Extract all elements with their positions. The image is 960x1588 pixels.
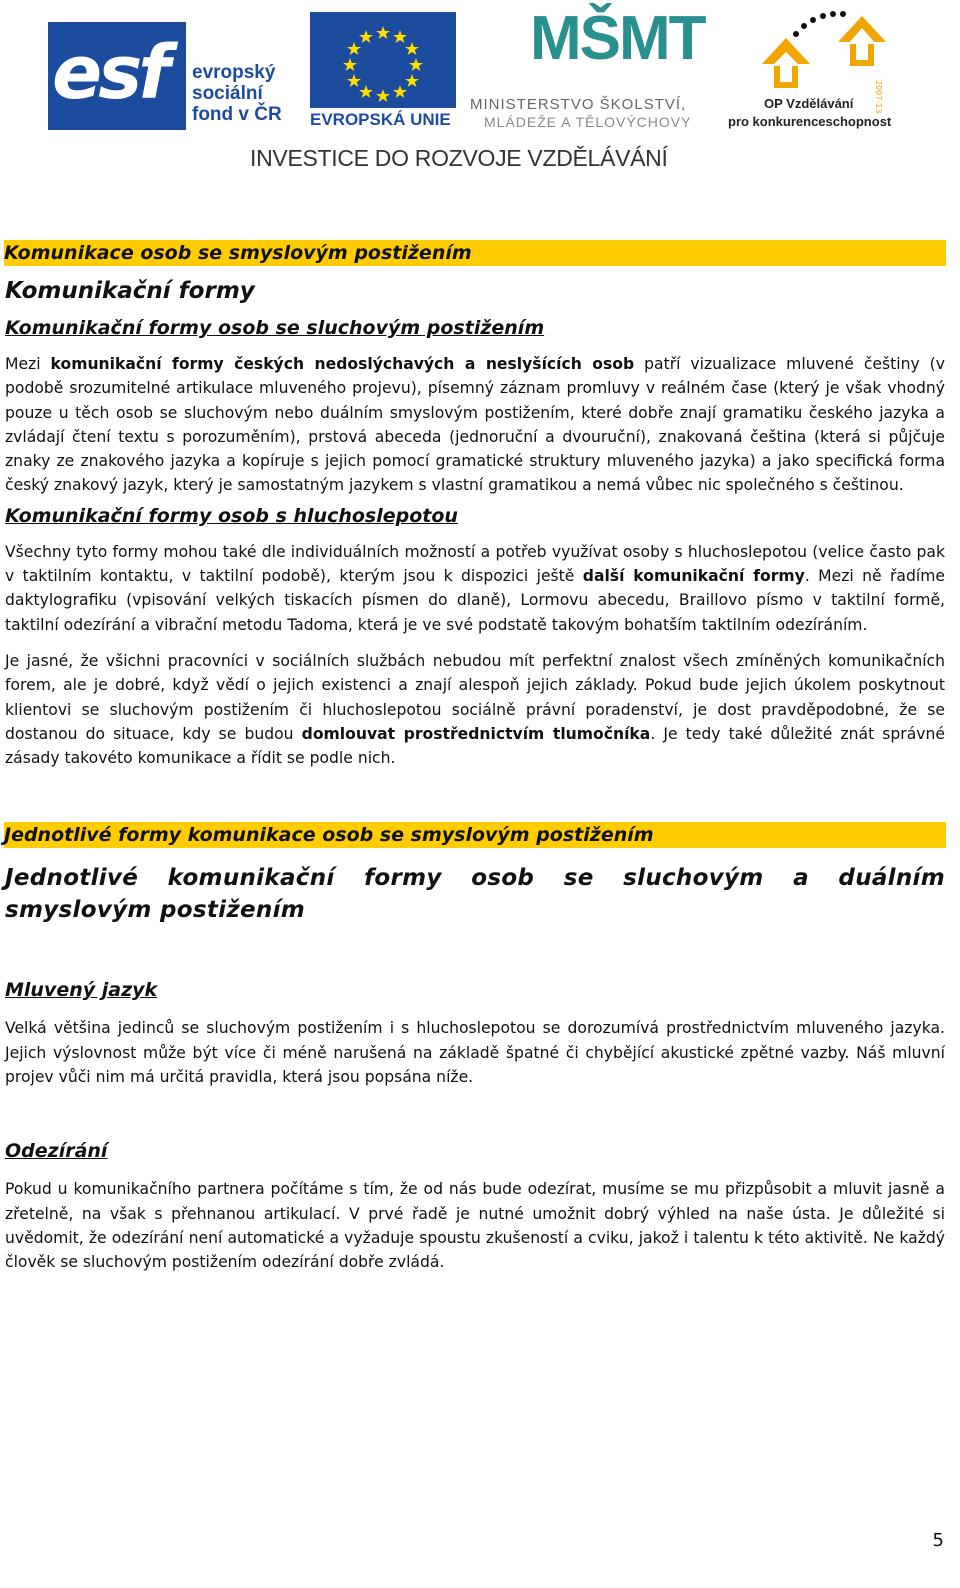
investment-slogan: INVESTICE DO ROZVOJE VZDĚLÁVÁNÍ [250, 145, 668, 171]
esf-logo-text [192, 62, 282, 125]
document-body [5, 240, 945, 1275]
section-1-subheading-1: Komunikační formy osob se sluchovým postižením [5, 317, 545, 339]
text-run: Mezi [5, 355, 51, 373]
esf-line-1: evropský [192, 62, 276, 83]
section-2-paragraph-1: Velká většina jedinců se sluchovým postižením i s hluchoslepotou se dorozumívá prostřednictvím mluveného jazyka. Jejich výslovnost může být více či méně narušená na základě špatné či chybějící akustické zpětné vazby. Náš mluvní projev vůči nim má určitá pravidla, která jsou popsána níže. [5, 1019, 945, 1087]
section-2-highlight-title: Jednotlivé formy komunikace osob se smyslovým postižením [4, 822, 946, 848]
op-logo-years: 2007-13 [874, 80, 883, 114]
section-1-paragraph-3 [5, 649, 945, 770]
text-run: patří vizualizace mluvené češtiny (v podobě srozumitelné artikulace mluveného projevu), písemný záznam promluvy v reálném čase (který je však vhodný pouze u těch osob se sluchovým nebo duálním smyslovým postižením, které dobře znají gramatiku českého jazyka a zvládají čtení textu s porozuměním), prstová abeceda (jednoruční a dvouruční), znakovaná čeština (která si půjčuje znaky ze znakového jazyka a kopíruje s jejich pomocí gramatické struktury mluveného jazyka) a jako specifická forma český znakový jazyk, který je samostatným jazykem s vlastní gramatikou a nemá vůbec nic společného s češtinou. [5, 355, 945, 495]
msmt-logo-line-1: MINISTERSTVO ŠKOLSTVÍ, [470, 96, 687, 113]
eu-logo-text: EVROPSKÁ UNIE [310, 110, 451, 129]
esf-logo-letters: esf [52, 30, 167, 116]
msmt-logo [470, 4, 720, 132]
esf-line-2: sociální [192, 83, 263, 104]
logo-banner [0, 0, 960, 190]
eu-logo [310, 12, 460, 132]
text-run: Všechny tyto formy mohou také dle individuálních možností a potřeb využívat osoby s hluchoslepotou (velice často pak v taktilním kontaktu, v taktilní podobě), kterým jsou k dispozici ještě [5, 542, 945, 586]
msmt-logo-line-2: MLÁDEŽE A TĚLOVÝCHOVY [484, 114, 692, 130]
text-run: . Je tedy také důležité znát správné zásady takovéto komunikace a řídit se podle nich. [5, 724, 945, 768]
section-1-subheading-2: Komunikační formy osob s hluchoslepotou [5, 504, 458, 527]
text-run: . Mezi ně řadíme daktylografiku (vpisování velkých tiskacích písmen do dlaně), Lormovu abecedu, Braillovo písmo v taktilní formě, taktilní odezírání a vibrační metodu Tadoma, která je ve své podstatě takovým bohatším taktilním odezíráním. [5, 567, 945, 634]
eu-flag-icon [310, 12, 456, 108]
op-logo-line-1: OP Vzdělávání [764, 96, 854, 111]
section-2-paragraph-2: Pokud u komunikačního partnera počítáme s tím, že od nás bude odezírat, musíme se mu přizpůsobit a mluvit jasně a zřetelně, na však s přehnanou artikulací. V prvé řadě je nutné umožnit dobrý výhled na naše ústa. Je důležité si uvědomit, že odezírání není automatické a vyžaduje spoustu zkušeností a cviku, jakož i talentu k této aktivitě. Ne každý člověk se sluchovým postižením odezírání dobře zvládá. [5, 1180, 945, 1272]
esf-logo [48, 14, 308, 132]
section-1-paragraph-2 [5, 540, 945, 637]
bold-run: další komunikační formy [582, 567, 805, 586]
op-logo-line-2: pro konkurenceschopnost [728, 114, 892, 129]
esf-line-3: fond v ČR [192, 104, 282, 125]
bold-run: domlouvat prostřednictvím tlumočníka [301, 724, 651, 743]
section-2-subheading-2: Odezírání [5, 1140, 108, 1163]
page-number: 5 [932, 1530, 944, 1551]
section-2-title: Jednotlivé komunikační formy osob se sluchovým a duálním smyslovým postižením [5, 865, 945, 924]
msmt-logo-mark: MŠMT [530, 4, 705, 73]
section-1-title: Komunikační formy [5, 278, 255, 304]
section-1-highlight-title: Komunikace osob se smyslovým postižením [4, 240, 946, 266]
section-2-subheading-1: Mluvený jazyk [5, 979, 158, 1002]
text-run: Je jasné, že všichni pracovníci v sociálních službách nebudou mít perfektní znalost všech zmíněných komunikačních forem, ale je dobré, když vědí o jejich existenci a znají alespoň jejich základy. Pokud bude jejich úkolem poskytnout klientovi se sluchovým postižením či hluchoslepotou sociálně právní poradenství, je dost pravděpodobné, že se dostanou do situace, kdy se budou [5, 651, 945, 743]
section-1-paragraph-1 [5, 352, 945, 498]
bold-run: komunikační formy českých nedoslýchavých a neslyšících osob [50, 355, 635, 373]
op-logo [728, 4, 898, 132]
